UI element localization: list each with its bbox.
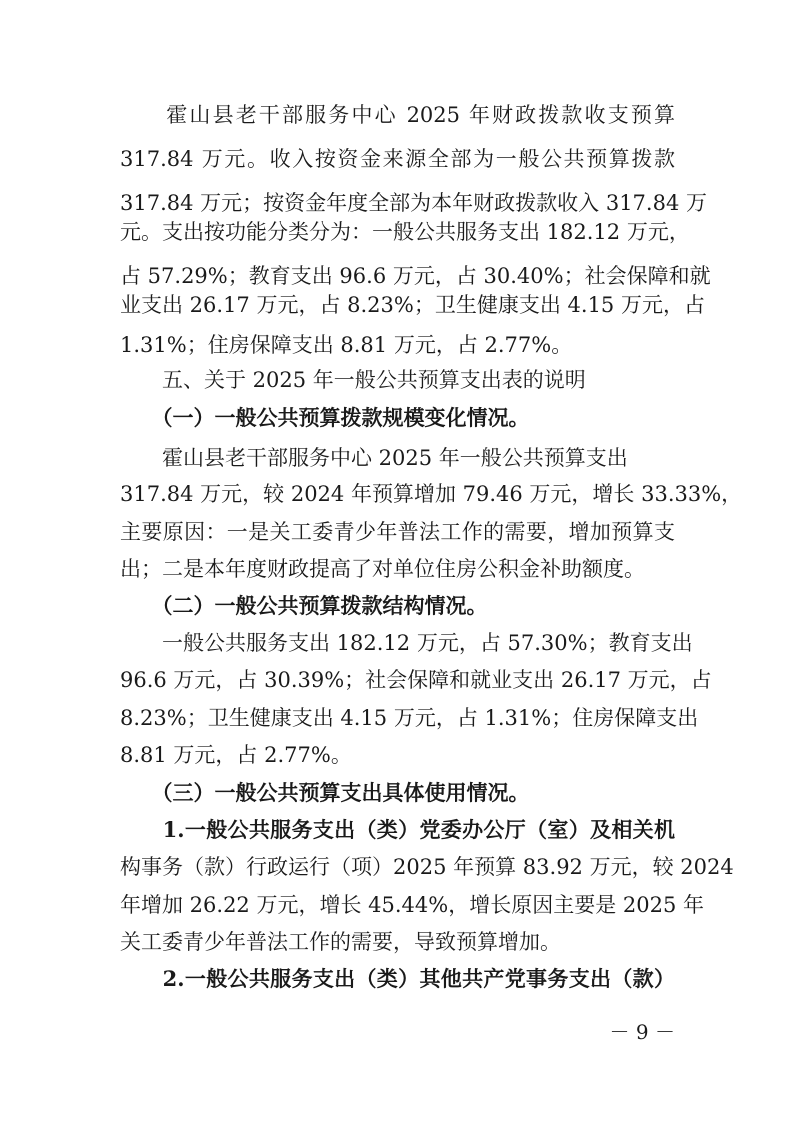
text-line: 1.31%；住房保障支出 8.81 万元，占 2.77%。	[120, 333, 573, 357]
text-line: 2.一般公共服务支出（类）其他共产党事务支出（款）	[120, 966, 675, 991]
page-number: － 9 －	[609, 1020, 675, 1044]
section-heading: 五、关于 2025 年一般公共预算支出表的说明	[120, 368, 586, 392]
text-line: 317.84 万元。收入按资金来源全部为一般公共预算拨款	[120, 147, 675, 171]
text-line: 业支出 26.17 万元，占 8.23%；卫生健康支出 4.15 万元，占	[120, 293, 705, 317]
text-line: 霍山县老干部服务中心 2025 年一般公共预算支出	[120, 446, 628, 470]
subsection-heading: （一）一般公共预算拨款规模变化情况。	[120, 405, 530, 430]
text-line: 关工委青少年普法工作的需要，导致预算增加。	[120, 930, 561, 954]
subsection-heading: （三）一般公共预算支出具体使用情况。	[120, 780, 530, 805]
text-line: 8.81 万元，占 2.77%。	[120, 743, 352, 767]
text-line: 主要原因：一是关工委青少年普法工作的需要，增加预算支	[120, 520, 675, 544]
text-line: 年增加 26.22 万元，增长 45.44%，增长原因主要是 2025 年	[120, 893, 705, 917]
text-line: 317.84 万元；按资金年度全部为本年财政拨款收入 317.84 万	[120, 191, 707, 215]
text-line: 占 57.29%；教育支出 96.6 万元，占 30.40%；社会保障和就	[120, 264, 711, 288]
subsection-heading: （二）一般公共预算拨款结构情况。	[120, 593, 488, 618]
text-line: 1.一般公共服务支出（类）党委办公厅（室）及相关机	[120, 817, 675, 842]
text-line: 317.84 万元，较 2024 年预算增加 79.46 万元，增长 33.33%，	[120, 482, 743, 506]
text-line: 一般公共服务支出 182.12 万元，占 57.30%；教育支出	[120, 631, 693, 655]
text-line: 元。支出按功能分类分为：一般公共服务支出 182.12 万元，	[120, 220, 690, 244]
text-line: 霍山县老干部服务中心 2025 年财政拨款收支预算	[120, 103, 675, 127]
text-line: 8.23%；卫生健康支出 4.15 万元，占 1.31%；住房保障支出	[120, 706, 699, 730]
text-line: 96.6 万元，占 30.39%；社会保障和就业支出 26.17 万元，占	[120, 668, 712, 692]
text-line: 出；二是本年度财政提高了对单位住房公积金补助额度。	[120, 557, 645, 581]
text-line: 构事务（款）行政运行（项）2025 年预算 83.92 万元，较 2024	[120, 855, 734, 879]
